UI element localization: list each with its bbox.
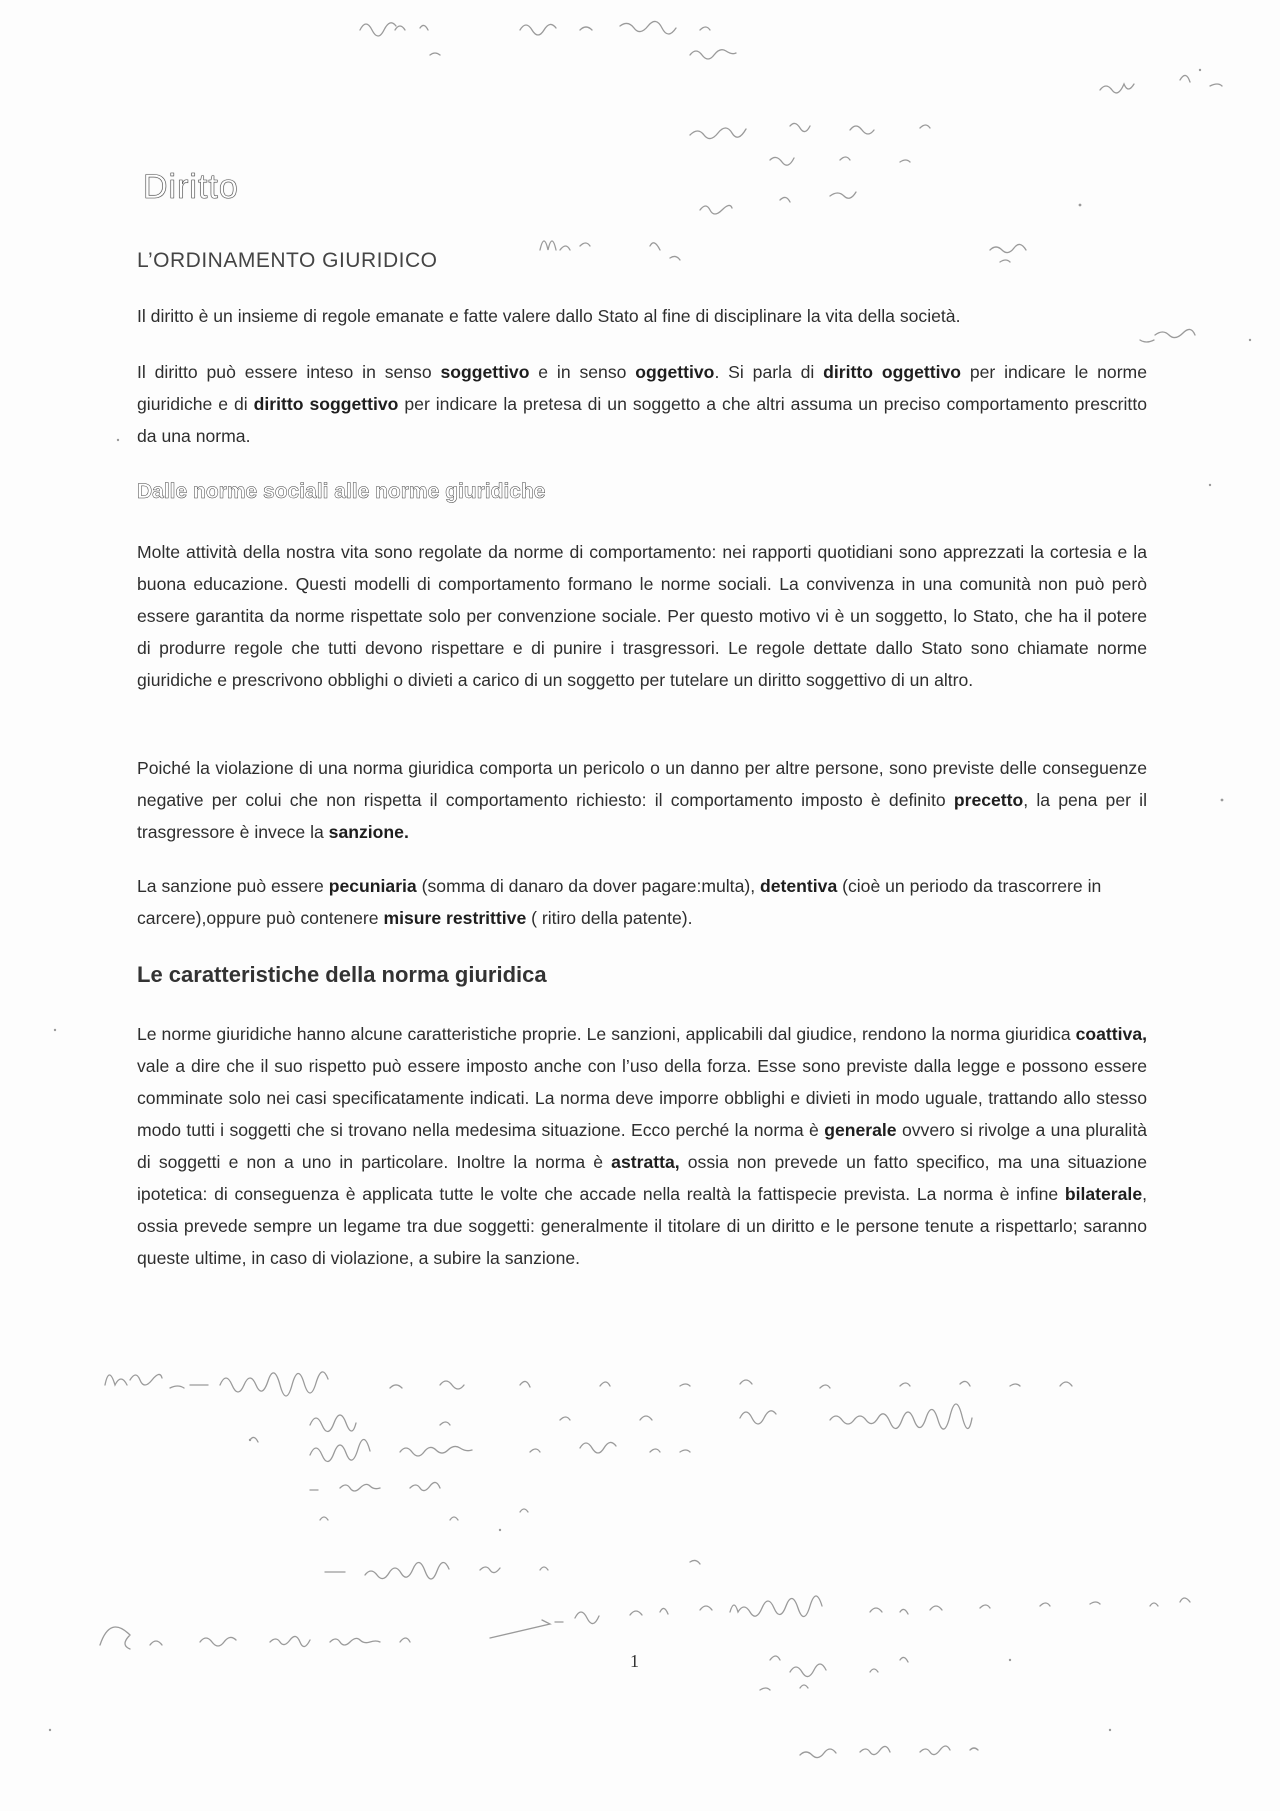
term-detentiva: detentiva xyxy=(759,876,838,896)
term-diritto-soggettivo: diritto soggettivo xyxy=(253,394,399,414)
paragraph-precetto-sanzione: Poiché la violazione di una norma giuridica comporta un pericolo o un danno per altre persone, sono previste delle conseguenze negative per colui che non rispetta il comportamento richiesto: il comportamento imposto è definito precetto, la pena per il trasgressore è invece la sanzione. xyxy=(137,758,1147,842)
paragraph-diritto-senso: Il diritto può essere inteso in senso soggettivo e in senso oggettivo. Si parla di diritto oggettivo per indicare le norme giuridiche e di diritto soggettivo per indicare la pretesa di un soggetto a che altri assuma un preciso comportamento prescritto da una norma. xyxy=(137,362,1147,446)
paragraph-norme-sociali: Molte attività della nostra vita sono regolate da norme di comportamento: nei rapporti quotidiani sono apprezzati la cortesia e la buona educazione. Questi modelli di comportamento formano le norme sociali. La convivenza in una comunità non può però essere garantita da norme rispettate solo per convenzione sociale. Per questo motivo vi è un soggetto, lo Stato, che ha il potere di produrre regole che tutti devono rispettare e di punire i trasgressori. Le regole dettate dallo Stato sono chiamate norme giuridiche e prescrivono obblighi o divieti a carico di un soggetto per tutelare un diritto soggettivo di un altro. xyxy=(137,542,1147,690)
term-diritto-oggettivo: diritto oggettivo xyxy=(823,362,962,382)
paragraph-caratteristiche: Le norme giuridiche hanno alcune caratteristiche proprie. Le sanzioni, applicabili dal giudice, rendono la norma giuridica coattiva, vale a dire che il suo rispetto può essere imposto anche con l’uso della forza. Esse sono previste dalla legge e possono essere comminate solo nei casi specificatamente indicati. La norma deve imporre obblighi e divieti in modo uguale, trattando allo stesso modo tutti i soggetti che si trovano nella medesima situazione. Ecco perché la norma è generale ovvero si rivolge a una pluralità di soggetti e non a uno in particolare. Inoltre la norma è astratta, ossia non prevede un fatto specifico, ma una situazione ipotetica: di conseguenza è applicata tutte le volte che accade nella realtà la fattispecie prevista. La norma è infine bilaterale, ossia prevede sempre un legame tra due soggetti: generalmente il titolare di un diritto e le persone tenute a rispettarlo; saranno queste ultime, in caso di violazione, a subire la sanzione. xyxy=(137,1024,1148,1268)
heading-norme-sociali: Dalle norme sociali alle norme giuridiche xyxy=(137,480,546,503)
page-title: Diritto xyxy=(143,168,239,206)
term-sanzione: sanzione. xyxy=(328,822,409,842)
term-astratta: astratta, xyxy=(611,1152,680,1172)
page-number: 1 xyxy=(630,1651,639,1671)
term-generale: generale xyxy=(824,1120,897,1140)
term-soggettivo: soggettivo xyxy=(440,362,530,382)
term-precetto: precetto xyxy=(953,790,1024,810)
term-bilaterale: bilaterale xyxy=(1064,1184,1143,1204)
term-coattiva: coattiva, xyxy=(1075,1024,1147,1044)
section-title: L’ORDINAMENTO GIURIDICO xyxy=(137,249,438,272)
term-oggettivo: oggettivo xyxy=(635,362,715,382)
paragraph-tipi-sanzione: La sanzione può essere pecuniaria (somma di danaro da dover pagare:multa), detentiva (cioè un periodo da trascorrere in carcere),oppure può contenere misure restrittive ( ritiro della patente). xyxy=(137,876,1102,928)
term-misure-restrittive: misure restrittive xyxy=(383,908,527,928)
intro-paragraph: Il diritto è un insieme di regole emanate e fatte valere dallo Stato al fine di disciplinare la vita della società. xyxy=(137,306,961,326)
term-pecuniaria: pecuniaria xyxy=(328,876,417,896)
heading-caratteristiche: Le caratteristiche della norma giuridica xyxy=(137,962,547,987)
